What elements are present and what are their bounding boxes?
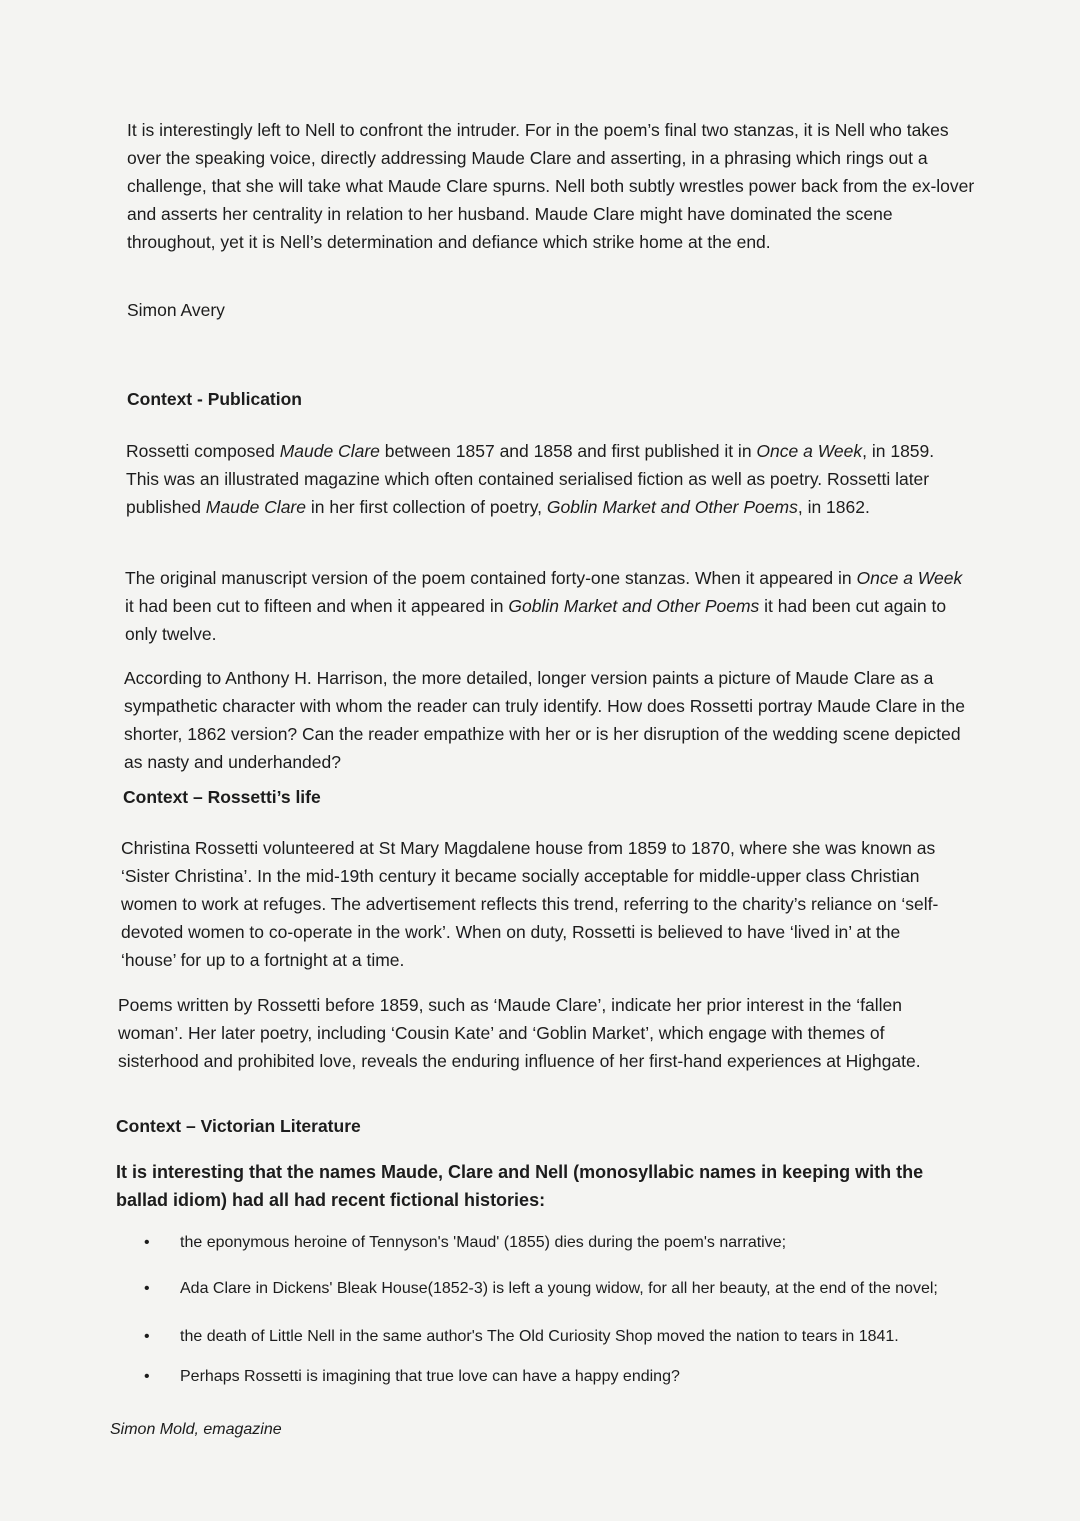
signature-text: Simon Avery <box>127 300 225 320</box>
list-item: • Perhaps Rossetti is imagining that true love can have a happy ending? <box>140 1364 960 1390</box>
heading-rossettis-life <box>123 783 973 811</box>
bullet-icon: • <box>144 1368 150 1385</box>
life-paragraph-1 <box>121 834 956 974</box>
bullet-icon: • <box>144 1234 150 1251</box>
heading-text: Context - Publication <box>127 389 302 409</box>
life-paragraph-2-text: Poems written by Rossetti before 1859, such as ‘Maude Clare’, indicate her prior interest in the ‘fallen woman’. Her later poetry, including ‘Cousin Kate’ and ‘Goblin Market’, which engage with themes of sisterhood and prohibited love, reveals the enduring influence of her first-hand experiences at Highgate. <box>118 995 921 1071</box>
victorian-intro-text: It is interesting that the names Maude, Clare and Nell (monosyllabic names in keeping with the ballad idiom) had all had recent fictional histories: <box>116 1162 924 1210</box>
heading-victorian-literature <box>116 1112 966 1140</box>
publication-paragraph-2 <box>125 564 970 648</box>
publication-paragraph-1-text: Rossetti composed Maude Clare between 1857 and 1858 and first published it in Once a Week, in 1859. This was an illustrated magazine which often contained serialised fiction as well as poetry. Rossetti later published Maude Clare in her first collection of poetry, Goblin Market and Other Poems, in 1862. <box>126 441 935 517</box>
publication-paragraph-1 <box>126 437 966 521</box>
heading-text: Context – Victorian Literature <box>116 1116 361 1136</box>
bullet-icon: • <box>144 1280 150 1297</box>
list-item: • the death of Little Nell in the same author's The Old Curiosity Shop moved the nation to tears in 1841. <box>140 1324 960 1350</box>
life-paragraph-1-text: Christina Rossetti volunteered at St Mary Magdalene house from 1859 to 1870, where she was known as ‘Sister Christina’. In the mid-19th century it became socially acceptable for middle-upper class Christian women to work at refuges. The advertisement reflects this trend, referring to the charity’s reliance on ‘self-devoted women to co-operate in the work’. When on duty, Rossetti is believed to have ‘lived in’ at the ‘house’ for up to a fortnight at a time. <box>121 838 939 970</box>
heading-text: Context – Rossetti’s life <box>123 787 321 807</box>
victorian-bullet-list <box>140 1230 960 1390</box>
signature-text: Simon Mold, emagazine <box>110 1421 282 1438</box>
intro-paragraph <box>127 116 977 256</box>
publication-paragraph-3 <box>124 664 969 776</box>
victorian-intro <box>116 1158 946 1214</box>
life-paragraph-2 <box>118 991 943 1075</box>
heading-publication <box>127 385 977 413</box>
publication-paragraph-2-text: The original manuscript version of the poem contained forty-one stanzas. When it appeared in Once a Week it had been cut to fifteen and when it appeared in Goblin Market and Other Poems it had been cut again to only twelve. <box>125 568 963 644</box>
publication-paragraph-3-text: According to Anthony H. Harrison, the more detailed, longer version paints a picture of Maude Clare as a sympathetic character with whom the reader can truly identify. How does Rossetti portray Maude Clare in the shorter, 1862 version? Can the reader empathize with her or is her disruption of the wedding scene depicted as nasty and underhanded? <box>124 668 966 772</box>
list-item: • Ada Clare in Dickens' Bleak House(1852-3) is left a young widow, for all her beauty, at the end of the novel; <box>140 1276 960 1302</box>
intro-paragraph-text: It is interestingly left to Nell to confront the intruder. For in the poem’s final two stanzas, it is Nell who takes over the speaking voice, directly addressing Maude Clare and asserting, in a phrasing which rings out a challenge, that she will take what Maude Clare spurns. Nell both subtly wrestles power back from the ex-lover and asserts her centrality in relation to her husband. Maude Clare might have dominated the scene throughout, yet it is Nell’s determination and defiance which strike home at the end. <box>127 120 975 252</box>
signature-simon-mold <box>110 1421 282 1439</box>
signature-simon-avery <box>127 296 977 324</box>
bullet-icon: • <box>144 1328 150 1345</box>
list-item: • the eponymous heroine of Tennyson's 'Maud' (1855) dies during the poem's narrative; <box>140 1230 960 1256</box>
